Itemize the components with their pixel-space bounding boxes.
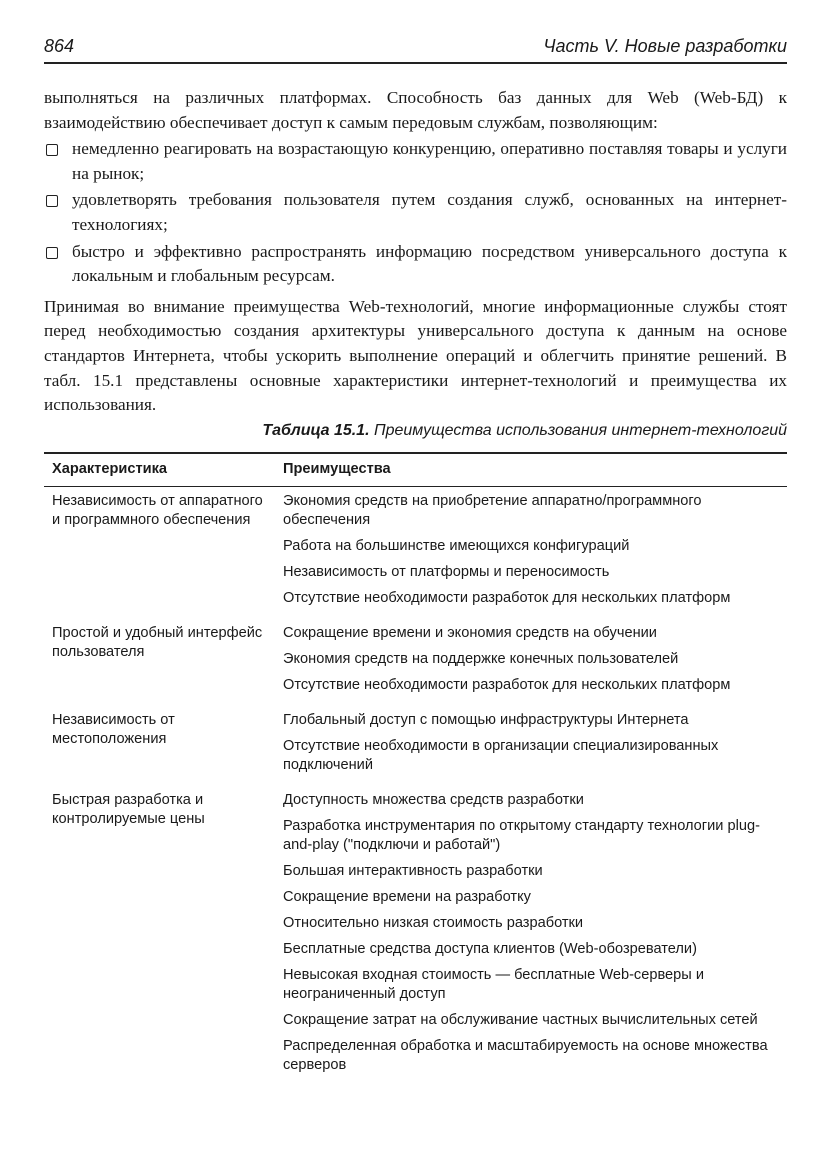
advantage-item: Невысокая входная стоимость — бесплатные Web-серверы и неограниченный доступ bbox=[283, 967, 704, 1002]
advantage-item: Сокращение времени на разработку bbox=[283, 889, 531, 905]
characteristic-cell: Независимость от аппаратного и программного обеспечения bbox=[52, 493, 263, 528]
table-row bbox=[44, 487, 787, 620]
table-caption bbox=[262, 422, 787, 440]
column-header-advantages: Преимущества bbox=[275, 453, 787, 487]
characteristic-cell: Независимость от местоположения bbox=[52, 712, 175, 747]
bullet-text: удовлетворять требования пользователя путем создания служб, основанных на интернет-технологиях; bbox=[72, 190, 787, 234]
advantages-cell bbox=[275, 706, 787, 786]
table-row bbox=[44, 706, 787, 786]
table-caption-label: Таблица 15.1. bbox=[262, 422, 370, 439]
advantage-item: Доступность множества средств разработки bbox=[283, 792, 584, 808]
section-title: Часть V. Новые разработки bbox=[543, 36, 787, 56]
advantage-item: Отсутствие необходимости разработок для нескольких платформ bbox=[283, 590, 731, 606]
checkbox-bullet-icon bbox=[46, 247, 58, 259]
table-header-row bbox=[44, 453, 787, 487]
advantages-cell bbox=[275, 619, 787, 706]
advantage-item: Относительно низкая стоимость разработки bbox=[283, 915, 584, 931]
advantage-item: Отсутствие необходимости в организации специализированных подключений bbox=[283, 738, 719, 773]
advantage-item: Сокращение затрат на обслуживание частных вычислительных сетей bbox=[283, 1012, 758, 1028]
page-number: 864 bbox=[44, 36, 75, 56]
bullet-item bbox=[44, 188, 787, 237]
advantages-table bbox=[44, 452, 787, 1086]
checkbox-bullet-icon bbox=[46, 195, 58, 207]
advantage-item: Экономия средств на поддержке конечных пользователей bbox=[283, 651, 679, 667]
table-row bbox=[44, 619, 787, 706]
advantage-item: Независимость от платформы и переносимость bbox=[283, 564, 610, 580]
advantage-item: Отсутствие необходимости разработок для нескольких платформ bbox=[283, 677, 731, 693]
advantages-cell bbox=[275, 487, 787, 620]
bullet-item bbox=[44, 240, 787, 289]
bullet-text: немедленно реагировать на возрастающую конкуренцию, оперативно поставляя товары и услуги на рынок; bbox=[72, 139, 787, 183]
intro-paragraph: выполняться на различных платформах. Способность баз данных для Web (Web-БД) к взаимодействию обеспечивает доступ к самым передовым службам, позволяющим: bbox=[44, 88, 787, 132]
bullet-item bbox=[44, 137, 787, 186]
advantage-item: Разработка инструментария по открытому стандарту технологии plug-and-play ("подключи и работай") bbox=[283, 818, 760, 853]
checkbox-bullet-icon bbox=[46, 144, 58, 156]
body-text bbox=[44, 86, 787, 418]
advantage-item: Распределенная обработка и масштабируемость на основе множества серверов bbox=[283, 1038, 768, 1073]
second-paragraph: Принимая во внимание преимущества Web-технологий, многие информационные службы стоят перед необходимостью создания архитектуры универсального доступа к данным на основе стандартов Интернета, чтобы ускорить выполнение операций и облегчить принятие решений. В табл. 15.1 представлены основные характеристики интернет-технологий и преимущества их использования. bbox=[44, 296, 787, 415]
characteristic-cell: Быстрая разработка и контролируемые цены bbox=[52, 792, 205, 827]
advantage-item: Работа на большинстве имеющихся конфигураций bbox=[283, 538, 630, 554]
characteristic-cell: Простой и удобный интерфейс пользователя bbox=[52, 625, 263, 660]
advantage-item: Глобальный доступ с помощью инфраструктуры Интернета bbox=[283, 712, 689, 728]
advantage-item: Бесплатные средства доступа клиентов (Web-обозреватели) bbox=[283, 941, 697, 957]
column-header-characteristic: Характеристика bbox=[44, 453, 275, 487]
advantage-item: Экономия средств на приобретение аппаратно/программного обеспечения bbox=[283, 493, 702, 528]
advantages-cell bbox=[275, 786, 787, 1086]
page-header bbox=[44, 36, 787, 64]
advantage-item: Сокращение времени и экономия средств на обучении bbox=[283, 625, 657, 641]
bullet-text: быстро и эффективно распространять информацию посредством универсального доступа к локальным и глобальным ресурсам. bbox=[72, 241, 787, 286]
bullet-list bbox=[44, 137, 787, 289]
advantage-item: Большая интерактивность разработки bbox=[283, 863, 543, 879]
table-caption-text: Преимущества использования интернет-технологий bbox=[373, 422, 787, 439]
table-row bbox=[44, 786, 787, 1086]
